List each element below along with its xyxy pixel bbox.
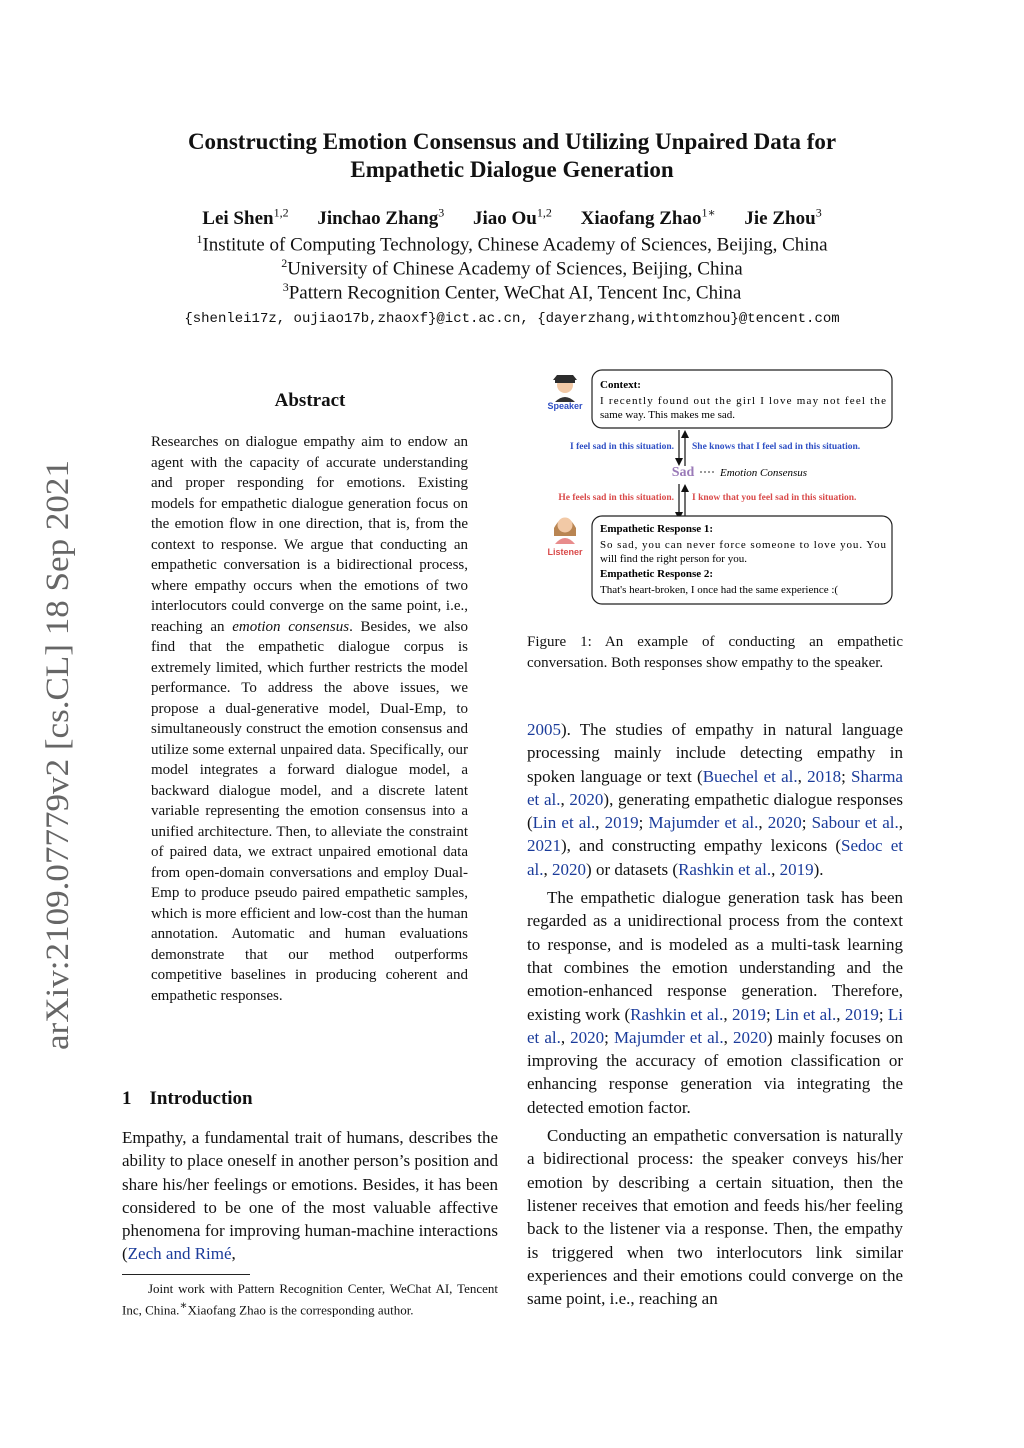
citation-link[interactable]: 2021 — [527, 836, 561, 856]
body-text: ; — [638, 813, 649, 833]
response-line: will find the right person for you. — [600, 553, 747, 565]
affiliation: $^3$Pattern Recognition Center, WeChat AI, Tencent Inc, China — [282, 280, 742, 304]
right-column-body — [527, 718, 903, 1315]
body-text: ; — [766, 1004, 776, 1024]
arrowhead — [681, 430, 689, 438]
section-heading-introduction: 1 Introduction — [122, 1088, 253, 1109]
body-paragraph — [527, 718, 903, 881]
citation-link[interactable]: 2020 — [552, 859, 587, 879]
body-text: ) mainly focuses on improving the accuracy of emotion classification or enhancing response generation via integrating the detected emotion factor. — [527, 1027, 903, 1117]
affiliation: $^1$Institute of Computing Technology, Chinese Academy of Sciences, Beijing, China — [196, 232, 828, 256]
author: Lei Shen$^{1,2}$ — [202, 206, 289, 230]
citation-link[interactable]: Sedoc et al. — [527, 836, 903, 879]
response-line: That's heart-broken, I once had the same experience :( — [600, 584, 839, 596]
body-text: , — [836, 1004, 845, 1024]
title-line-1: Constructing Emotion Consensus and Utilizing Unpaired Data for — [187, 129, 837, 154]
author-list — [120, 206, 904, 230]
speaker-feeling-note: I feel sad in this situation. — [570, 442, 674, 452]
citation-link[interactable]: 2019 — [732, 1004, 766, 1024]
figure-caption: Figure 1: An example of conducting an empathetic conversation. Both responses show empathy to the speaker. — [527, 634, 903, 671]
consensus-label: Emotion Consensus — [720, 467, 808, 479]
citation-link[interactable]: 2020 — [732, 1027, 767, 1047]
speaker-avatar-icon — [553, 375, 577, 402]
citation-link[interactable]: Rashkin et al. — [630, 1004, 724, 1024]
body-text: , — [898, 813, 904, 833]
abstract-emphasis: emotion consensus — [232, 618, 350, 635]
citation-link[interactable]: Li et al. — [527, 1004, 904, 1047]
body-text: , — [771, 859, 780, 879]
body-text: , — [595, 813, 605, 833]
author: Jinchao Zhang$^3$ — [317, 206, 445, 230]
figure-1 — [528, 366, 902, 616]
arxiv-stamp-text: arXiv:2109.07779v2 [cs.CL] 18 Sep 2021 — [40, 494, 76, 1050]
listener-avatar-icon — [554, 518, 576, 545]
citation-link[interactable]: Sharma et al. — [527, 766, 903, 809]
body-text: ) or datasets ( — [586, 859, 679, 879]
arrowhead — [681, 484, 689, 492]
citation-link[interactable]: Majumder et al. — [648, 813, 759, 833]
affiliation: $^2$University of Chinese Academy of Sciences, Beijing, China — [281, 256, 743, 280]
footnote: Joint work with Pattern Recognition Center, WeChat AI, Tencent Inc, China.∗Xiaofang Zhao is the corresponding author. — [122, 1281, 498, 1318]
body-text: , — [723, 1027, 733, 1047]
body-paragraph — [527, 1124, 903, 1310]
citation-link[interactable]: 2018 — [807, 766, 842, 786]
body-text: , — [723, 1004, 732, 1024]
context-line: same way. This makes me sad. — [600, 409, 736, 421]
citation-link[interactable]: Buechel et al. — [702, 766, 798, 786]
abstract-heading: Abstract — [274, 390, 346, 411]
response-heading: Empathetic Response 1: — [600, 523, 714, 535]
context-heading: Context: — [600, 379, 641, 391]
citation-link[interactable]: 2020 — [570, 1027, 605, 1047]
citation-link[interactable]: Lin et al. — [775, 1004, 837, 1024]
body-text: Conducting an empathetic conversation is naturally a bidirectional process: the speaker conveys his/her emotion by describing a certain situation, then the listener receives that emotion and feeds his/her feeling back to the listener via a response. Then, the empathy is triggered when two interlocutors link similar experiences and their emotions could converge on the same point, i.e., reaching an — [527, 1126, 903, 1309]
arxiv-stamp — [38, 460, 78, 1060]
body-text: , — [560, 1027, 571, 1047]
citation-link[interactable]: Zech and Rimé — [127, 1244, 232, 1264]
body-text: , — [758, 813, 768, 833]
listener-label: Listener — [547, 547, 583, 557]
author: Xiaofang Zhao$^{1∗}$ — [580, 206, 716, 230]
body-text: ), generating empathetic dialogue responses ( — [527, 789, 903, 833]
citation-link[interactable]: 2019 — [604, 813, 639, 833]
footnote-rule — [122, 1274, 250, 1275]
body-text: , — [543, 859, 553, 879]
citation-link[interactable]: 2020 — [767, 813, 802, 833]
body-text: ; — [604, 1027, 614, 1047]
body-text: ), and constructing empathy lexicons ( — [561, 836, 842, 856]
context-line: I recently found out the girl I love may not feel the — [600, 395, 886, 407]
body-text: , — [797, 766, 808, 786]
author: Jiao Ou$^{1,2}$ — [472, 206, 552, 230]
author-emails: {shenlei17z, oujiao17b,zhaoxf}@ict.ac.cn, {dayerzhang,withtomzhou}@tencent.com — [184, 311, 840, 327]
body-text: ; — [841, 766, 852, 786]
body-text: ; — [801, 813, 812, 833]
body-text: , — [560, 789, 570, 809]
consensus-emotion: Sad — [671, 465, 695, 480]
citation-link[interactable]: Lin et al. — [532, 813, 596, 833]
citation-link[interactable]: 2019 — [844, 1004, 879, 1024]
citation-link[interactable]: 2005 — [527, 720, 561, 739]
body-text: ; — [878, 1004, 888, 1024]
body-paragraph — [527, 886, 903, 1119]
paper-title — [120, 128, 904, 184]
body-text: ). The studies of empathy in natural language processing mainly include detecting empathy in spoken language or text ( — [527, 720, 903, 786]
abstract-body: Researches on dialogue empathy aim to endow an agent with the capacity of accurate understanding and proper responding for emotions. Existing models for empathetic dialogue generation focus on the emotion flow in one direction, that is, from the context to response. We argue that conducting an empathetic conversation is a bidirectional process, where empathy occurs when the emotions of two interlocutors could converge on the same point, i.e., reaching an emotion consensus. Besides, we also find that the empathetic dialogue corpus is extremely limited, which further restricts the model performance. To address the above issues, we propose a dual-generative model, Dual-Emp, to simultaneously construct the emotion consensus and utilize some external unpaired data. Specifically, our model integrates a forward dialogue model, a backward dialogue model, and a discrete latent variable representing the emotion consensus into a unified architecture. Then, to alleviate the constraint of paired data, we extract unpaired emotional data from open-domain conversations and employ Dual-Emp to produce pseudo paired empathetic samples, which is more efficient and low-cost than the human annotation. Automatic and human evaluations demonstrate that our method outperforms competitive baselines in producing coherent and empathetic responses. — [151, 434, 468, 1004]
citation-link[interactable]: 2019 — [779, 859, 814, 879]
intro-paragraph: Empathy, a fundamental trait of humans, describes the ability to place oneself in another person’s position and share his/her feelings or emotions. Besides, it has been considered to be one of the most valuable affective phenomena for improving human-machine interactions (Zech and Rimé, — [122, 1128, 498, 1264]
speaker-perception-note: He feels sad in this situation. — [558, 493, 674, 503]
citation-link[interactable]: Sabour et al. — [811, 813, 899, 833]
response-line: So sad, you can never force someone to love you. You — [600, 539, 886, 551]
title-line-2: Empathetic Dialogue Generation — [350, 157, 674, 182]
body-text: The empathetic dialogue generation task has been regarded as a unidirectional process from the context to response, and is modeled as a multi-task learning that combines the emotion understanding and the emotion-enhanced response generation. Therefore, existing work ( — [527, 888, 903, 1024]
listener-feeling-note: I know that you feel sad in this situation. — [692, 493, 857, 503]
speaker-label: Speaker — [547, 401, 583, 411]
citation-link[interactable]: Rashkin et al. — [678, 859, 772, 879]
listener-awareness-note: She knows that I feel sad in this situation. — [692, 442, 861, 452]
citation-link[interactable]: Majumder et al. — [613, 1027, 724, 1047]
response-heading: Empathetic Response 2: — [600, 568, 714, 580]
author: Jie Zhou$^3$ — [744, 206, 822, 230]
citation-link[interactable]: 2020 — [569, 789, 604, 809]
body-text: ). — [813, 859, 824, 879]
